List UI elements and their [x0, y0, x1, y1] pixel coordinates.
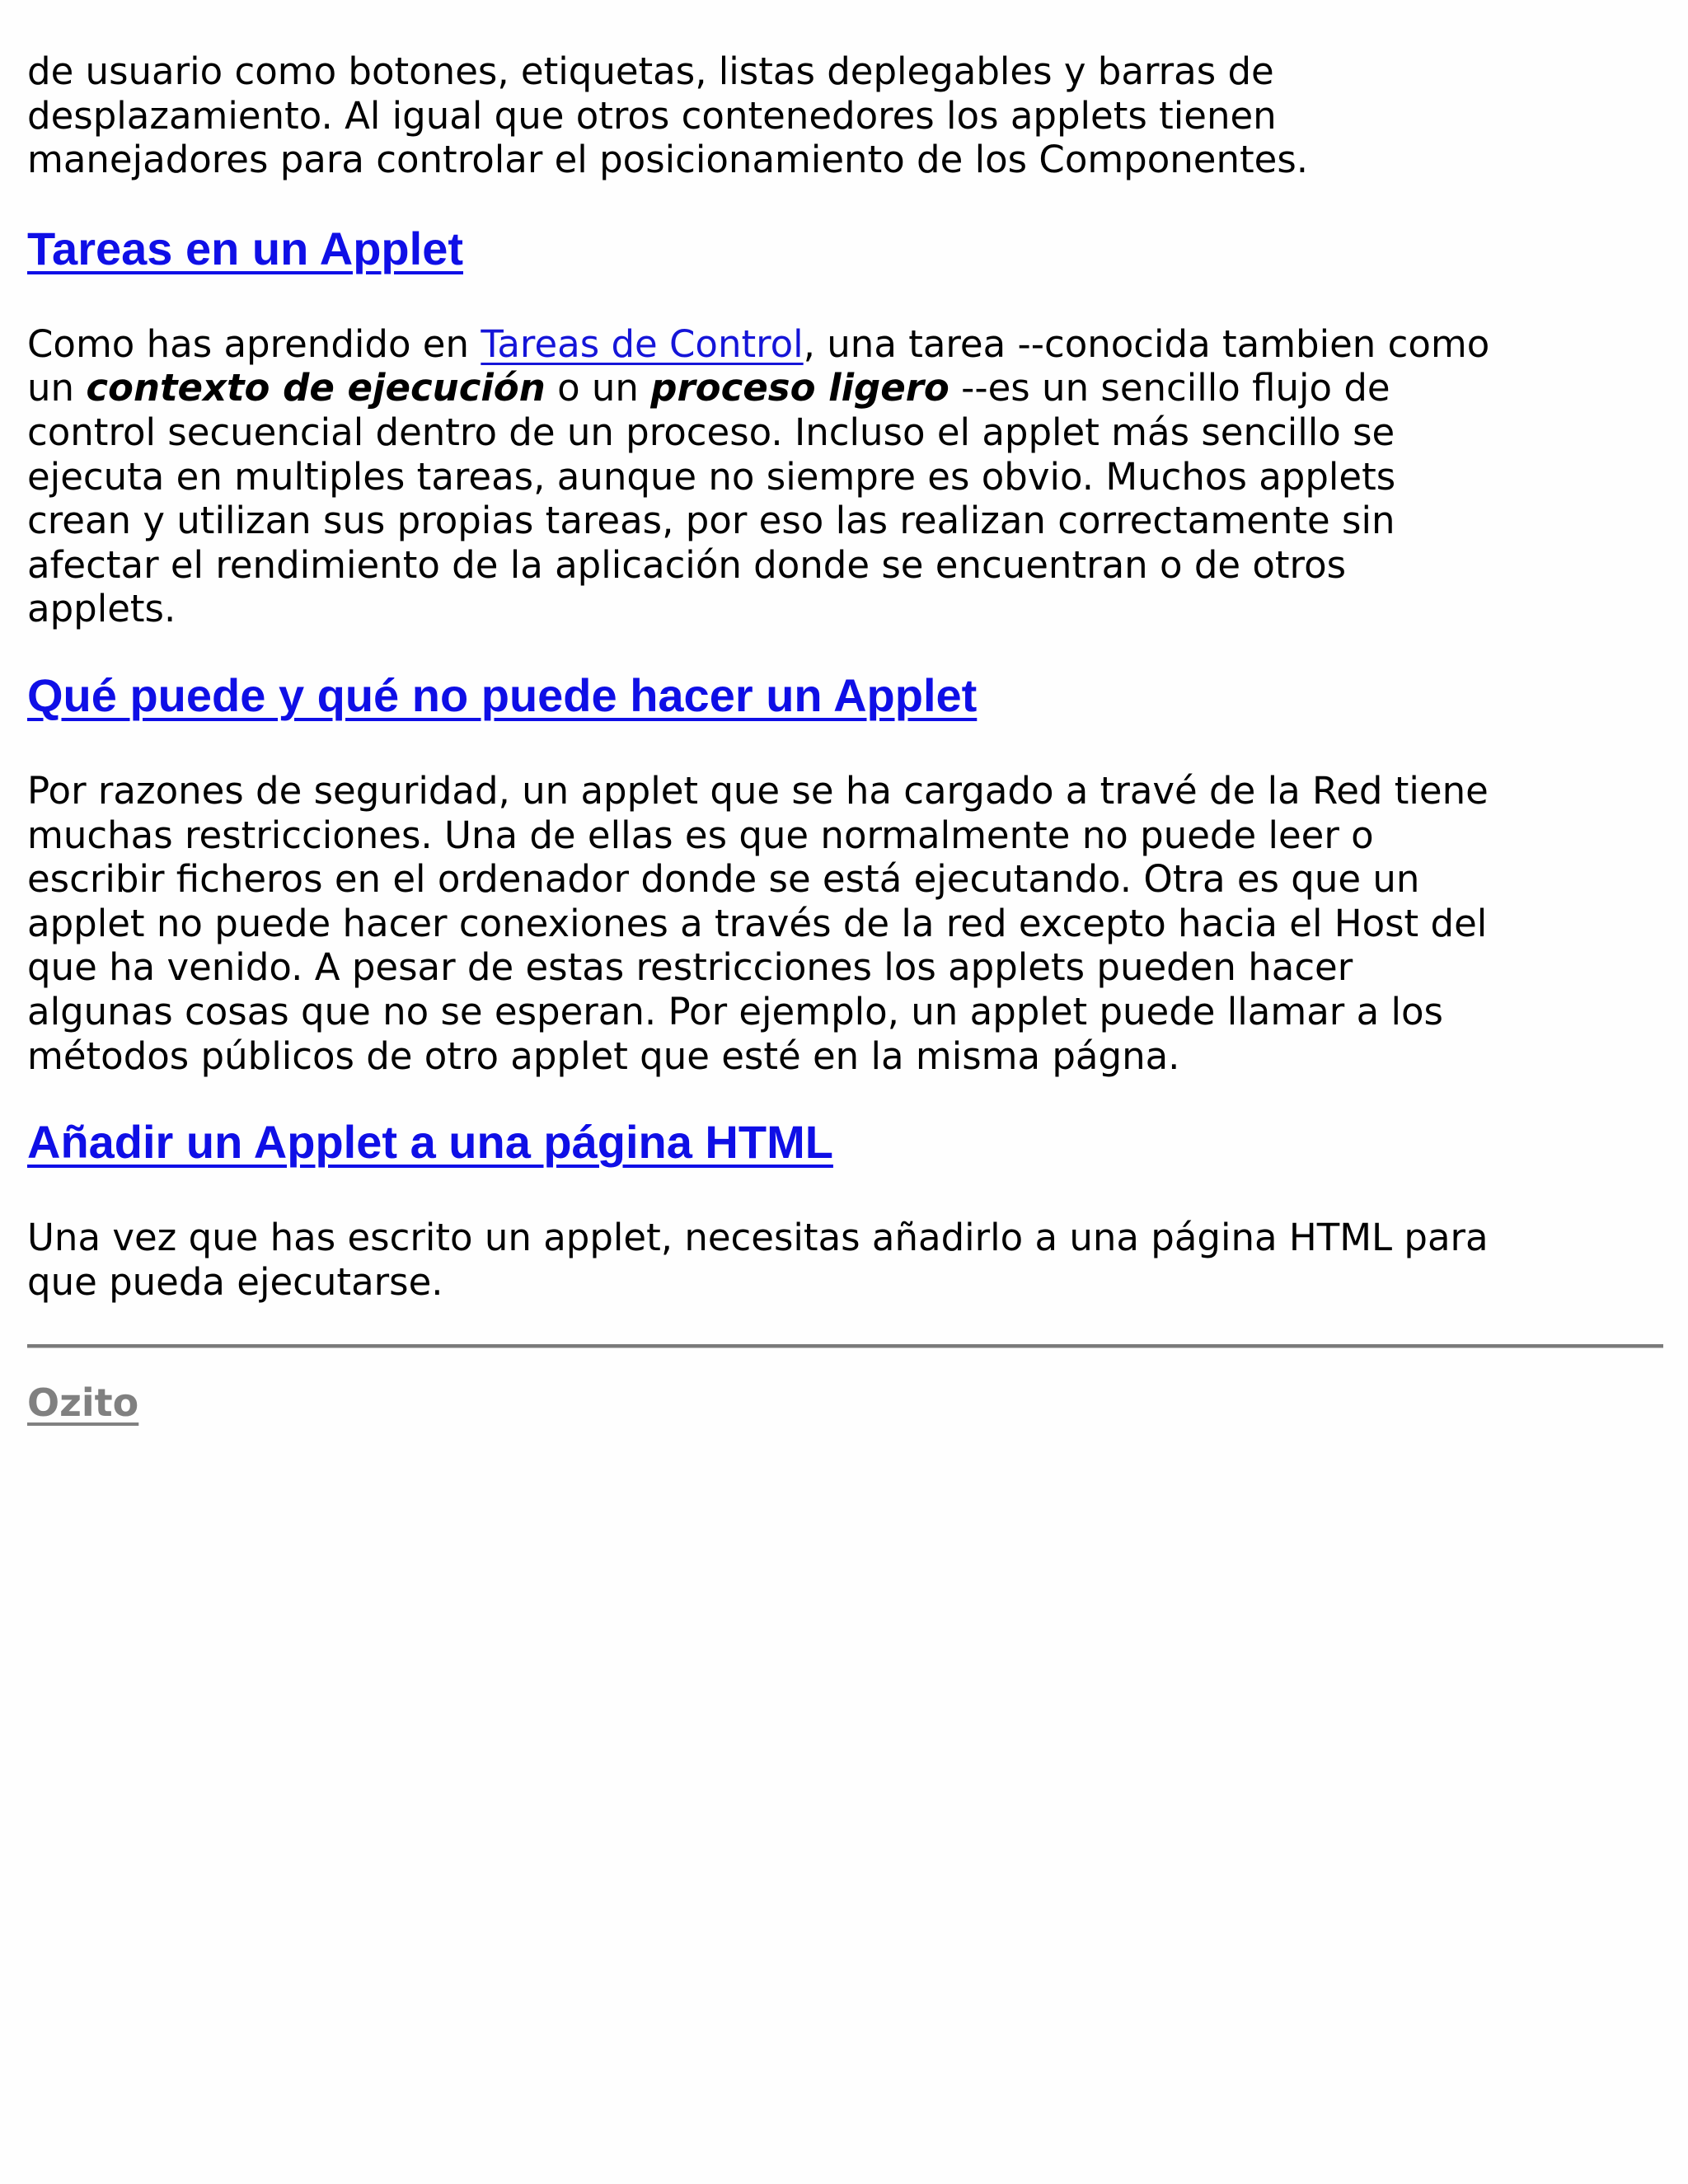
horizontal-divider: [27, 1344, 1663, 1347]
section-paragraph-anadir: Una vez que has escrito un applet, necesitas añadirlo a una página HTML para que pueda ejecutarse.: [27, 1216, 1489, 1304]
heading-link-puede[interactable]: Qué puede y qué no puede hacer un Applet: [27, 668, 978, 721]
tareas-de-control-link[interactable]: Tareas de Control: [481, 321, 804, 366]
intro-line: de usuario como botones, etiquetas, listas deplegables y barras de: [27, 49, 1274, 93]
section-paragraph-puede: Por razones de seguridad, un applet que se ha cargado a travé de la Red tiene muchas restricciones. Una de ellas es que normalmente no puede leer o escribir ficheros en el ordenador donde se está ejecutando. Otra es que un applet no puede hacer conexiones a través de la red excepto hacia el Host del que ha venido. A pesar de estas restricciones los applets pueden hacer algunas cosas que no se esperan. Por ejemplo, un applet puede llamar a los métodos públicos de otro applet que esté en la misma págna.: [27, 768, 1489, 1078]
heading-link-tareas[interactable]: Tareas en un Applet: [27, 222, 463, 274]
heading-link-anadir[interactable]: Añadir un Applet a una página HTML: [27, 1116, 833, 1169]
section-heading-puede: [27, 668, 1663, 721]
paragraph-text: Como has aprendido en: [27, 321, 481, 366]
paragraph-text: , una tarea --conocida tambien como un: [27, 321, 1490, 410]
emphasis-term: contexto de ejecución: [86, 366, 546, 410]
section-heading-anadir: [27, 1118, 1663, 1167]
emphasis-term: proceso ligero: [650, 366, 950, 410]
section-heading-tareas: [27, 224, 1663, 274]
document-page: [27, 49, 1663, 1425]
ozito-link[interactable]: Ozito: [27, 1380, 139, 1426]
paragraph-text: o un: [545, 366, 651, 410]
section-paragraph-tareas: [27, 322, 1503, 631]
intro-line: manejadores para controlar el posicionamiento de los Componentes.: [27, 138, 1309, 182]
intro-line: desplazamiento. Al igual que otros contenedores los applets tienen: [27, 93, 1277, 138]
intro-paragraph: [27, 49, 1503, 182]
footer: [27, 1380, 1663, 1425]
paragraph-text: --es un sencillo flujo de control secuencial dentro de un proceso. Incluso el applet más sencillo se ejecuta en multiples tareas, aunque no siempre es obvio. Muchos applets crean y utilizan sus propias tareas, por eso las realizan correctamente sin afectar el rendimiento de la aplicación donde se encuentran o de otros applets.: [27, 366, 1396, 631]
